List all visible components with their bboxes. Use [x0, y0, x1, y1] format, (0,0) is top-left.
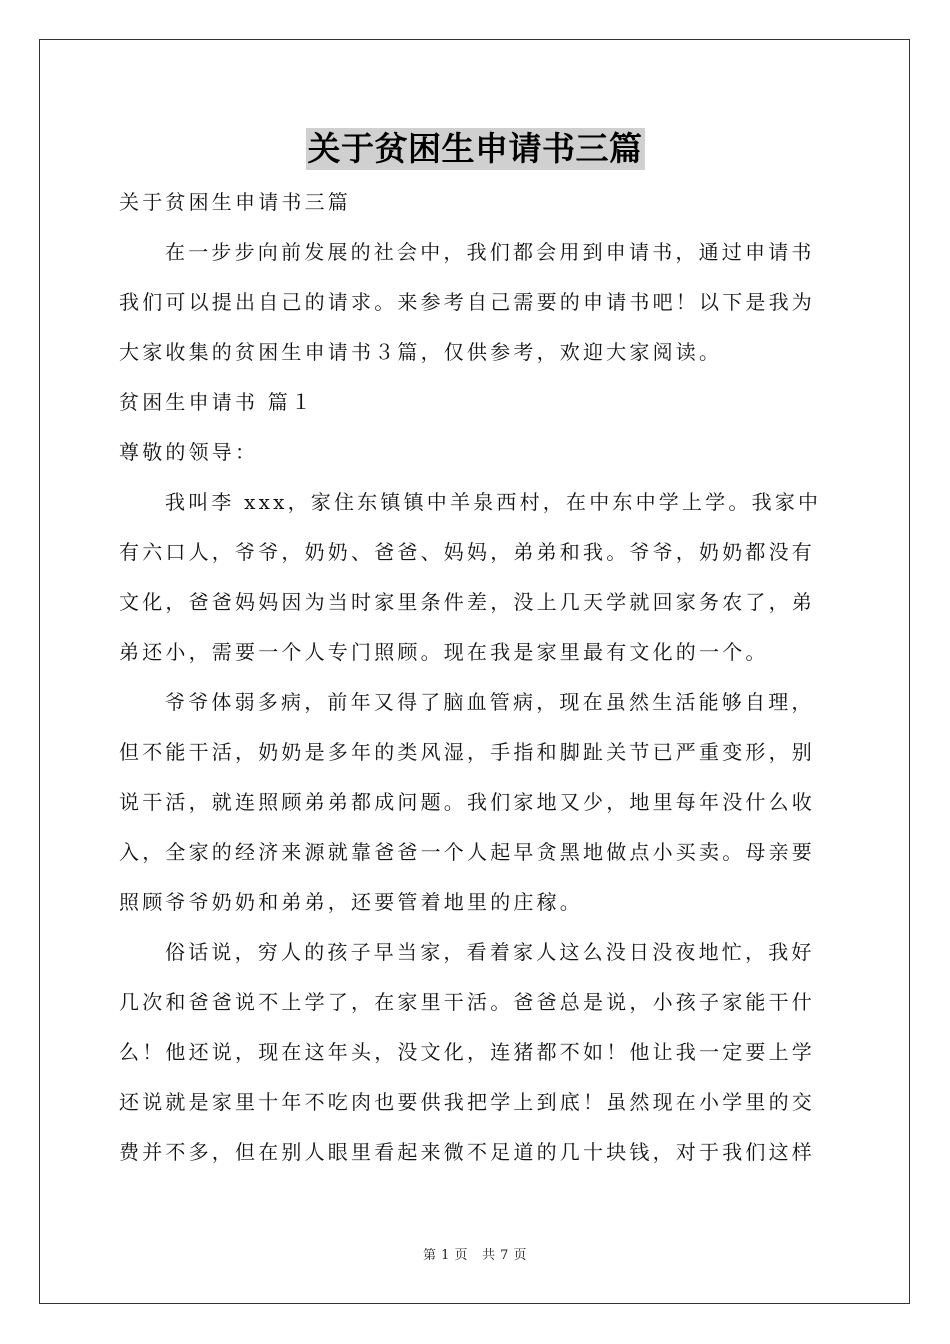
- page-footer: [0, 1247, 950, 1265]
- text-line: 入，全家的经济来源就靠爸爸一个人起早贪黑地做点小买卖。母亲要: [119, 840, 815, 864]
- text-line: 文化，爸爸妈妈因为当时家里条件差，没上几天学就回家务农了，弟: [119, 590, 815, 614]
- text-line: 说干活，就连照顾弟弟都成问题。我们家地又少，地里每年没什么收: [119, 790, 815, 814]
- text-line: 爷爷体弱多病，前年又得了脑血管病，现在虽然生活能够自理，: [165, 690, 815, 714]
- text-line: 我们可以提出自己的请求。来参考自己需要的申请书吧！以下是我为: [119, 290, 815, 314]
- text-line: 费并不多，但在别人眼里看起来微不足道的几十块钱，对于我们这样: [119, 1140, 815, 1164]
- text-line: 在一步步向前发展的社会中，我们都会用到申请书，通过申请书: [165, 240, 815, 264]
- text-line: 有六口人，爷爷，奶奶、爸爸、妈妈，弟弟和我。爷爷，奶奶都没有: [119, 540, 815, 564]
- text-line: 么！他还说，现在这年头，没文化，连猪都不如！他让我一定要上学: [119, 1040, 815, 1064]
- text-line: 弟还小，需要一个人专门照顾。现在我是家里最有文化的一个。: [119, 640, 769, 664]
- text-line: 关于贫困生申请书三篇: [119, 190, 351, 214]
- text-line: 俗话说，穷人的孩子早当家，看着家人这么没日没夜地忙，我好: [165, 940, 815, 964]
- document-title: 关于贫困生申请书三篇: [307, 129, 643, 168]
- text-line: 几次和爸爸说不上学了，在家里干活。爸爸总是说，小孩子家能干什: [119, 990, 815, 1014]
- text-line: 照顾爷爷奶奶和弟弟，还要管着地里的庄稼。: [119, 890, 583, 914]
- text-line: 尊敬的领导：: [119, 440, 259, 464]
- title-area: [0, 128, 950, 170]
- text-line: 我叫李 xxx，家住东镇镇中羊泉西村，在中东中学上学。我家中: [165, 490, 822, 514]
- text-line: 大家收集的贫困生申请书３篇，仅供参考，欢迎大家阅读。: [119, 340, 723, 364]
- text-line: 但不能干活，奶奶是多年的类风湿，手指和脚趾关节已严重变形，别: [119, 740, 815, 764]
- page-total: 共 7 页: [482, 1248, 528, 1263]
- text-line: 还说就是家里十年不吃肉也要供我把学上到底！虽然现在小学里的交: [119, 1090, 815, 1114]
- document-body: [119, 177, 832, 1177]
- page-number: 第 1 页: [422, 1248, 468, 1263]
- text-line: 贫困生申请书 篇１: [119, 390, 315, 414]
